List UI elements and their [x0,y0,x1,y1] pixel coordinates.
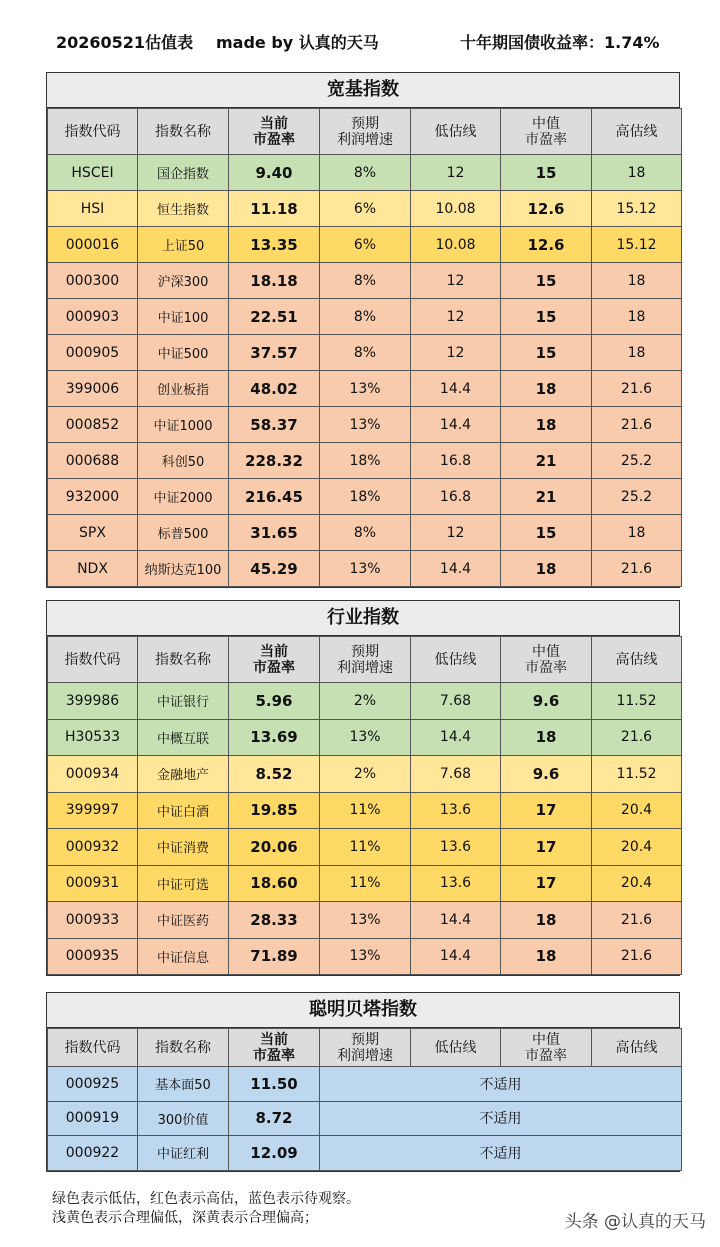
table-row [48,155,682,191]
current-pe: 18.60 [229,865,320,902]
low-line: 7.68 [411,756,501,793]
legend-line-2: 浅黄色表示合理偏低，深黄表示合理偏高； [52,1210,318,1226]
col-name: 指数名称 [138,637,229,683]
expected-growth: 13% [320,371,411,407]
mid-pe: 15 [501,335,592,371]
low-line: 12 [411,155,501,191]
current-pe: 8.52 [229,756,320,793]
legend-line-1: 绿色表示低估，红色表示高估，蓝色表示待观察。 [52,1191,360,1207]
current-pe: 18.18 [229,263,320,299]
mid-pe: 18 [501,371,592,407]
low-line: 14.4 [411,938,501,975]
index-code: 399997 [48,792,138,829]
current-pe: 37.57 [229,335,320,371]
high-line: 25.2 [592,443,682,479]
mid-pe: 9.6 [501,756,592,793]
table-row [48,1136,682,1171]
table-row [48,443,682,479]
table-row [48,865,682,902]
industry-index-section [46,600,680,976]
high-line: 20.4 [592,792,682,829]
index-name: 中证1000 [138,407,229,443]
low-line: 14.4 [411,551,501,587]
expected-growth: 8% [320,299,411,335]
current-pe: 228.32 [229,443,320,479]
index-code: H30533 [48,719,138,756]
high-line: 11.52 [592,756,682,793]
high-line: 15.12 [592,191,682,227]
low-line: 14.4 [411,902,501,939]
col-name: 指数名称 [138,109,229,155]
table-row [48,1101,682,1136]
smartbeta-index-section [46,992,680,1172]
mid-pe: 9.6 [501,683,592,720]
col-high: 高估线 [592,1029,682,1067]
smartbeta-index-table [47,1028,682,1171]
watermark: 头条 @认真的天马 [564,1212,706,1232]
high-line: 20.4 [592,829,682,866]
table-header-row [48,1029,682,1067]
legend-note [52,1190,360,1228]
index-code: HSI [48,191,138,227]
current-pe: 12.09 [229,1136,320,1171]
index-code: 399986 [48,683,138,720]
index-code: 000016 [48,227,138,263]
current-pe: 13.35 [229,227,320,263]
broad-index-section [46,72,680,588]
index-name: 创业板指 [138,371,229,407]
low-line: 12 [411,515,501,551]
current-pe: 31.65 [229,515,320,551]
low-line: 14.4 [411,371,501,407]
table-row [48,902,682,939]
current-pe: 8.72 [229,1101,320,1136]
current-pe: 48.02 [229,371,320,407]
low-line: 13.6 [411,792,501,829]
expected-growth: 8% [320,515,411,551]
mid-pe: 12.6 [501,191,592,227]
expected-growth: 6% [320,227,411,263]
mid-pe: 18 [501,902,592,939]
mid-pe: 15 [501,155,592,191]
index-name: 中证500 [138,335,229,371]
current-pe: 20.06 [229,829,320,866]
col-growth: 预期 利润增速 [320,637,411,683]
table-row [48,1067,682,1102]
high-line: 21.6 [592,551,682,587]
high-line: 21.6 [592,371,682,407]
index-name: 中证白酒 [138,792,229,829]
index-code: 000905 [48,335,138,371]
low-line: 14.4 [411,407,501,443]
expected-growth: 8% [320,263,411,299]
low-line: 12 [411,299,501,335]
col-high: 高估线 [592,109,682,155]
table-row [48,938,682,975]
index-code: 000919 [48,1101,138,1136]
high-line: 21.6 [592,902,682,939]
mid-pe: 18 [501,407,592,443]
col-name: 指数名称 [138,1029,229,1067]
low-line: 13.6 [411,865,501,902]
current-pe: 216.45 [229,479,320,515]
table-row [48,515,682,551]
table-header-row [48,637,682,683]
col-mid: 中值 市盈率 [501,109,592,155]
expected-growth: 6% [320,191,411,227]
index-code: 000922 [48,1136,138,1171]
current-pe: 11.50 [229,1067,320,1102]
section-title: 聪明贝塔指数 [47,993,679,1028]
not-applicable: 不适用 [320,1101,682,1136]
index-name: 基本面50 [138,1067,229,1102]
col-growth: 预期 利润增速 [320,1029,411,1067]
mid-pe: 15 [501,299,592,335]
expected-growth: 8% [320,155,411,191]
current-pe: 71.89 [229,938,320,975]
high-line: 21.6 [592,407,682,443]
table-row [48,227,682,263]
expected-growth: 13% [320,407,411,443]
mid-pe: 15 [501,515,592,551]
section-title: 行业指数 [47,601,679,636]
expected-growth: 11% [320,865,411,902]
low-line: 16.8 [411,443,501,479]
current-pe: 45.29 [229,551,320,587]
low-line: 10.08 [411,227,501,263]
expected-growth: 13% [320,719,411,756]
high-line: 18 [592,299,682,335]
col-growth: 预期 利润增速 [320,109,411,155]
table-header-row [48,109,682,155]
index-code: 000933 [48,902,138,939]
current-pe: 22.51 [229,299,320,335]
index-name: 上证50 [138,227,229,263]
expected-growth: 13% [320,938,411,975]
index-code: 000852 [48,407,138,443]
index-name: 中证信息 [138,938,229,975]
high-line: 11.52 [592,683,682,720]
bond-yield: 十年期国债收益率：1.74% [460,33,660,52]
high-line: 15.12 [592,227,682,263]
current-pe: 28.33 [229,902,320,939]
index-name: 沪深300 [138,263,229,299]
low-line: 16.8 [411,479,501,515]
col-low: 低估线 [411,1029,501,1067]
high-line: 21.6 [592,719,682,756]
index-name: 国企指数 [138,155,229,191]
index-name: 恒生指数 [138,191,229,227]
mid-pe: 18 [501,551,592,587]
not-applicable: 不适用 [320,1067,682,1102]
col-low: 低估线 [411,637,501,683]
mid-pe: 21 [501,443,592,479]
table-row [48,371,682,407]
expected-growth: 2% [320,756,411,793]
index-name: 中证红利 [138,1136,229,1171]
index-code: 000688 [48,443,138,479]
index-code: 399006 [48,371,138,407]
mid-pe: 17 [501,829,592,866]
high-line: 25.2 [592,479,682,515]
table-row [48,551,682,587]
index-name: 中证100 [138,299,229,335]
index-code: SPX [48,515,138,551]
col-high: 高估线 [592,637,682,683]
low-line: 12 [411,263,501,299]
index-code: 000935 [48,938,138,975]
expected-growth: 18% [320,443,411,479]
low-line: 14.4 [411,719,501,756]
index-code: HSCEI [48,155,138,191]
index-code: 000903 [48,299,138,335]
table-row [48,719,682,756]
section-title: 宽基指数 [47,73,679,108]
index-name: 中概互联 [138,719,229,756]
col-code: 指数代码 [48,109,138,155]
expected-growth: 11% [320,792,411,829]
table-row [48,263,682,299]
page-title: 20260521估值表 [56,33,194,52]
low-line: 12 [411,335,501,371]
mid-pe: 21 [501,479,592,515]
table-row [48,479,682,515]
current-pe: 19.85 [229,792,320,829]
page-header [0,0,720,60]
table-row [48,756,682,793]
table-row [48,683,682,720]
index-name: 中证银行 [138,683,229,720]
author-credit: made by 认真的天马 [216,33,379,52]
index-code: NDX [48,551,138,587]
index-name: 标普500 [138,515,229,551]
index-code: 000934 [48,756,138,793]
index-name: 中证可选 [138,865,229,902]
expected-growth: 13% [320,902,411,939]
high-line: 18 [592,515,682,551]
low-line: 13.6 [411,829,501,866]
index-name: 金融地产 [138,756,229,793]
col-code: 指数代码 [48,637,138,683]
expected-growth: 8% [320,335,411,371]
mid-pe: 17 [501,865,592,902]
index-code: 000300 [48,263,138,299]
mid-pe: 18 [501,719,592,756]
mid-pe: 12.6 [501,227,592,263]
index-code: 932000 [48,479,138,515]
index-name: 纳斯达克100 [138,551,229,587]
index-name: 中证消费 [138,829,229,866]
high-line: 18 [592,155,682,191]
industry-index-table [47,636,682,975]
mid-pe: 15 [501,263,592,299]
high-line: 21.6 [592,938,682,975]
high-line: 20.4 [592,865,682,902]
col-pe: 当前 市盈率 [229,1029,320,1067]
table-row [48,191,682,227]
index-code: 000931 [48,865,138,902]
expected-growth: 2% [320,683,411,720]
index-name: 中证医药 [138,902,229,939]
index-name: 300价值 [138,1101,229,1136]
col-code: 指数代码 [48,1029,138,1067]
mid-pe: 17 [501,792,592,829]
table-row [48,299,682,335]
col-mid: 中值 市盈率 [501,1029,592,1067]
col-pe: 当前 市盈率 [229,637,320,683]
col-pe: 当前 市盈率 [229,109,320,155]
index-code: 000932 [48,829,138,866]
broad-index-table [47,108,682,587]
index-name: 中证2000 [138,479,229,515]
not-applicable: 不适用 [320,1136,682,1171]
current-pe: 9.40 [229,155,320,191]
low-line: 7.68 [411,683,501,720]
low-line: 10.08 [411,191,501,227]
index-code: 000925 [48,1067,138,1102]
mid-pe: 18 [501,938,592,975]
current-pe: 5.96 [229,683,320,720]
current-pe: 13.69 [229,719,320,756]
expected-growth: 11% [320,829,411,866]
col-low: 低估线 [411,109,501,155]
current-pe: 11.18 [229,191,320,227]
expected-growth: 13% [320,551,411,587]
index-name: 科创50 [138,443,229,479]
expected-growth: 18% [320,479,411,515]
col-mid: 中值 市盈率 [501,637,592,683]
table-row [48,407,682,443]
table-row [48,335,682,371]
high-line: 18 [592,335,682,371]
high-line: 18 [592,263,682,299]
current-pe: 58.37 [229,407,320,443]
table-row [48,792,682,829]
table-row [48,829,682,866]
